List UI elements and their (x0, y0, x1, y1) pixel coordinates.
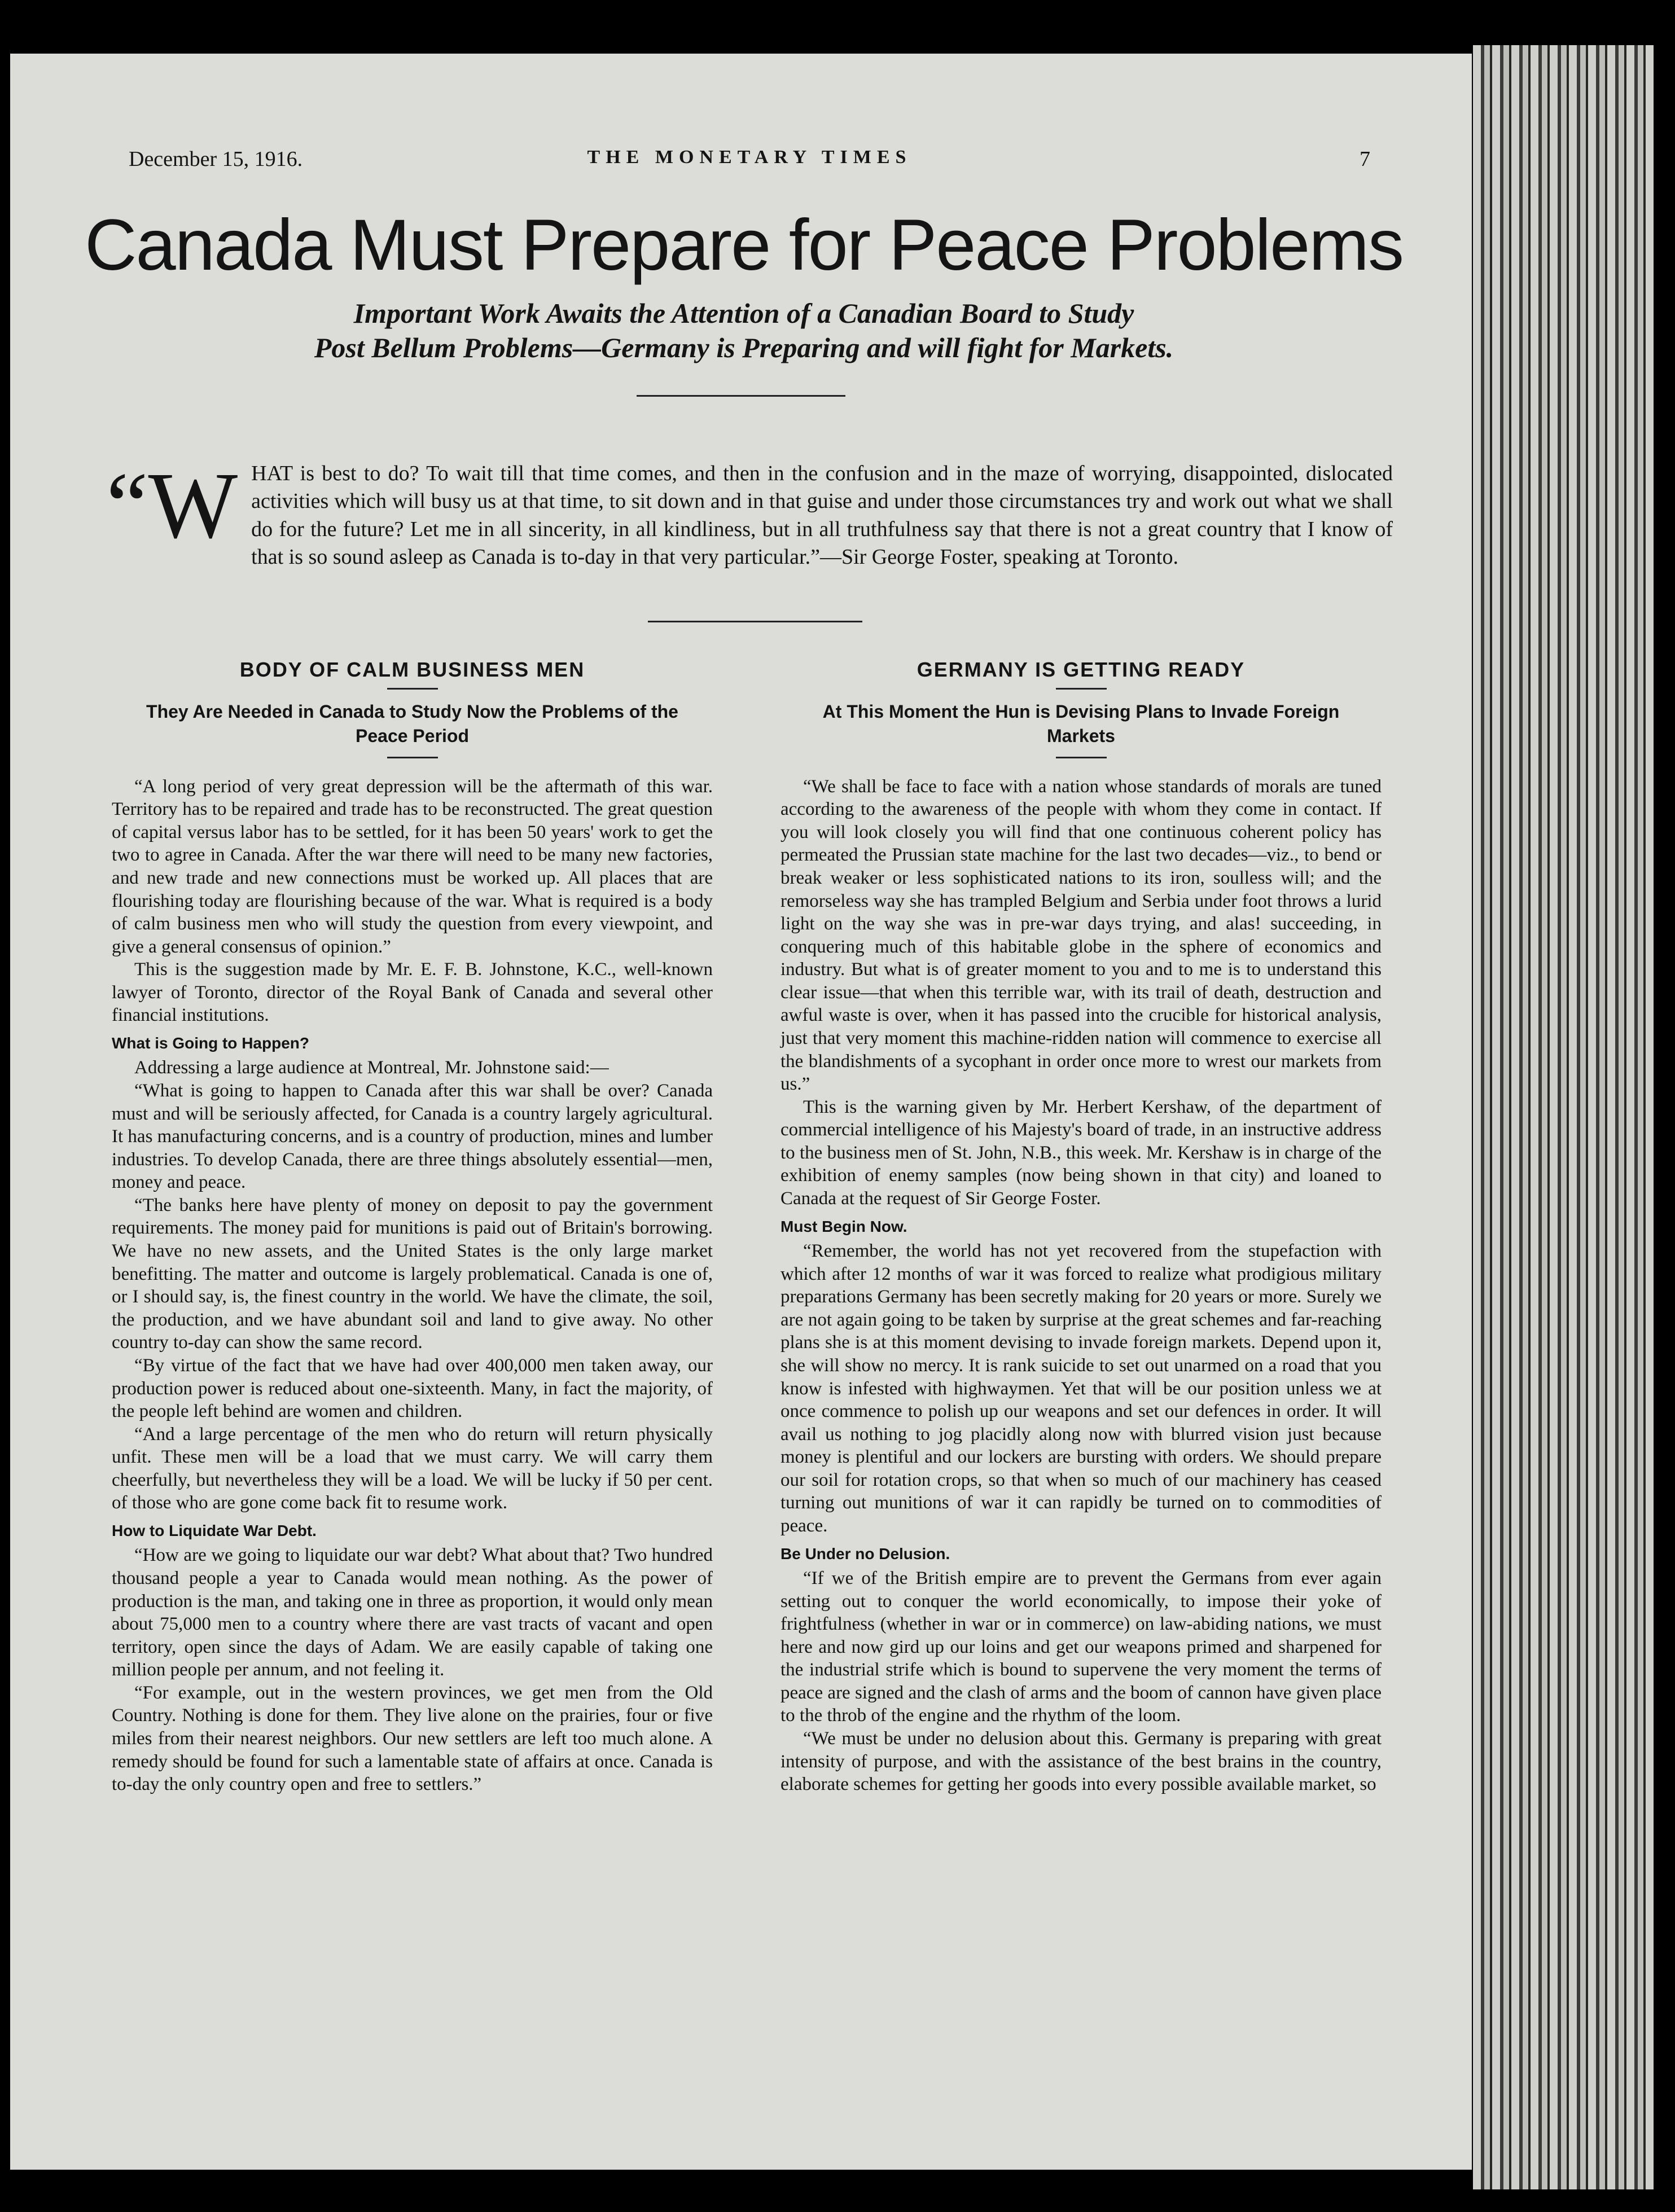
right-column-subheading: At This Moment the Hun is Devising Plans to Invade Foreign Markets (822, 701, 1340, 747)
section-heading: Must Begin Now. (781, 1217, 907, 1235)
section-heading: What is Going to Happen? (112, 1034, 309, 1052)
divider-rule (648, 621, 862, 622)
paragraph: “By virtue of the fact that we have had over 400,000 men taken away, our production power is reduced about one-sixteenth. Many, in fact the majority, of the people left behind are women and children. (112, 1355, 713, 1422)
pull-quote-text: HAT is best to do? To wait till that time comes, and then in the confusion and in the maze of worrying, disappointed, dislocated activities which will busy us at that time, to sit down and in that guise and under those circumstances try and work out what we shall do for the future? Let me in all sincerity, in all kindliness, but in all truthfulness say that there is not a great country that I know of that is so sound asleep as Canada is to-day in that very particular.” (251, 462, 1393, 569)
running-header (129, 147, 1370, 181)
paragraph: This is the suggestion made by Mr. E. F. B. Johnstone, K.C., well-known lawyer of Toronto, director of the Royal Bank of Canada and several other financial institutions. (112, 959, 713, 1026)
pull-quote (106, 453, 1393, 572)
deck-line-2: Post Bellum Problems—Germany is Preparing and will fight for Markets. (314, 332, 1174, 363)
drop-cap-letter: W (148, 453, 238, 558)
pull-quote-attribution: —Sir George Foster, speaking at Toronto. (819, 545, 1178, 569)
paragraph: This is the warning given by Mr. Herbert Kershaw, of the department of commercial intelligence of his Majesty's board of trade, in an instructive address to the business men of St. John, N.B., this week. Mr. Kershaw is in charge of the exhibition of enemy samples (now being shown in that city) and loaned to Canada at the request of Sir George Foster. (781, 1096, 1382, 1209)
page-number: 7 (1360, 147, 1370, 171)
stacked-page-edges (1473, 45, 1654, 2189)
divider-rule (387, 757, 438, 758)
issue-date: December 15, 1916. (129, 147, 303, 171)
section-heading: Be Under no Delusion. (781, 1544, 950, 1563)
newspaper-page (10, 54, 1472, 2170)
divider-rule (637, 395, 845, 397)
deck-line-1: Important Work Awaits the Attention of a Canadian Board to Study (353, 297, 1134, 329)
left-column (112, 646, 713, 1796)
divider-rule (1056, 757, 1107, 758)
paragraph: “For example, out in the western provinces, we get men from the Old Country. Nothing is done for them. They live alone on the prairies, four or five miles from their nearest neighbors. Our new settlers are left too much alone. A remedy should be found for such a lamentable state of affairs at once. Canada is to-day the only country open and free to settlers.” (112, 1682, 713, 1795)
paragraph: “We shall be face to face with a nation whose standards of morals are tuned according to the awareness of the people with whom they come in contact. If you will look closely you will find that one continuous coherent policy has permeated the Prussian state machine for the last two decades—viz., to bend or break weaker or less sophisticated nations to its iron, soulless will; and the remorseless way she has trampled Belgium and Serbia under foot throws a lurid light on the way she was in pre-war days trying, and alas! succeeding, in conquering much of this habitable globe in the sphere of economics and industry. But what is of greater moment to you and to me is to understand this clear issue—that when this terrible war, with its trail of death, destruction and awful waste is over, when it has passed into the crucible for historical analysis, just that very moment this machine-ridden nation will commence to exercise all the blandishments of a sycophant in order once more to wrest our markets from us.” (781, 776, 1382, 1095)
right-column-heading: GERMANY IS GETTING READY (917, 658, 1246, 681)
divider-rule (1056, 688, 1107, 690)
right-column (781, 646, 1382, 1796)
article-headline: Canada Must Prepare for Peace Problems (85, 205, 1403, 286)
open-quote-mark: “ (106, 453, 148, 558)
left-column-heading: BODY OF CALM BUSINESS MEN (239, 658, 585, 681)
paragraph: “What is going to happen to Canada after this war shall be over? Canada must and will be seriously affected, for Canada is a country largely agricultural. It has manufacturing concerns, and is a country of production, mines and lumber industries. To develop Canada, there are three things absolutely essential—men, money and peace. (112, 1081, 713, 1193)
paragraph: “And a large percentage of the men who do return will return physically unfit. These men will be a load that we must carry. We will carry them cheerfully, but nevertheless they will be a load. We will be lucky if 50 per cent. of those who are gone come back fit to resume work. (112, 1424, 713, 1513)
divider-rule (387, 688, 438, 690)
paragraph: “We must be under no delusion about this. Germany is preparing with great intensity of purpose, and with the assistance of the best brains in the country, elaborate schemes for getting her goods into every possible available market, so (781, 1728, 1382, 1795)
article-deck (151, 296, 1336, 365)
drop-cap (106, 453, 238, 558)
paragraph: “A long period of very great depression will be the aftermath of this war. Territory has to be repaired and trade has to be reconstructed. The great question of capital versus labor has to be settled, for it has been 50 years' work to get the two to agree in Canada. After the war there will need to be many new factories, and new trade and new connections must be worked up. All places that are flourishing today are flourishing because of the war. What is required is a body of calm business men who will study the question from every viewpoint, and give a general consensus of opinion.” (112, 776, 713, 957)
paragraph: “Remember, the world has not yet recovered from the stupefaction with which after 12 months of war it was forced to realize what prodigious military preparations Germany has been secretly making for 20 years or more. Surely we are not again going to be taken by surprise at the great schemes and far-reaching plans she is at this moment devising to invade foreign markets. Depend upon it, she will show no mercy. It is rank suicide to set out unarmed on a road that you know is infested with highwaymen. Yet that will be our position unless we at once commence to polish up our weapons and set our defences in order. It will avail us nothing to jog placidly along now with blurred vision just because money is plentiful and our lockers are bursting with orders. We should prepare our soil for rotation crops, so that when so much of our machinery has ceased turning out munitions of war it can rapidly be turned on to commodities of peace. (781, 1241, 1382, 1536)
section-heading: How to Liquidate War Debt. (112, 1522, 317, 1539)
paragraph: “How are we going to liquidate our war debt? What about that? Two hundred thousand people a year to Canada would mean nothing. As the power of production is the man, and taking one in three as proportion, it would only mean about 75,000 men to a country where there are vast tracts of vacant and open territory, open since the days of Adam. We are easily capable of taking one million people per annum, and not feeling it. (112, 1545, 713, 1680)
paragraph: “If we of the British empire are to prevent the Germans from ever again setting out to conquer the world economically, to impose their yoke of frightfulness (whether in war or in commerce) on law-abiding nations, we must here and now gird up our loins and get our weapons primed and sharpened for the industrial strife which is bound to supervene the very moment the terms of peace are signed and the clash of arms and the boom of cannon have given place to the throb of the engine and the rhythm of the loom. (781, 1568, 1382, 1726)
left-column-subheading: They Are Needed in Canada to Study Now the Problems of the Peace Period (146, 701, 678, 747)
paragraph: Addressing a large audience at Montreal, Mr. Johnstone said:— (134, 1057, 609, 1078)
paragraph: “The banks here have plenty of money on deposit to pay the government requirements. The money paid for munitions is paid out of Britain's borrowing. We have no new assets, and the United States is the only large market benefitting. The matter and outcome is largely problematical. Canada is one of, or I should say, is, the finest country in the world. We have the climate, the soil, the production, and we have abundant soil and land to give away. No other country to-day can show the same record. (112, 1195, 713, 1353)
masthead: THE MONETARY TIMES (587, 147, 912, 168)
